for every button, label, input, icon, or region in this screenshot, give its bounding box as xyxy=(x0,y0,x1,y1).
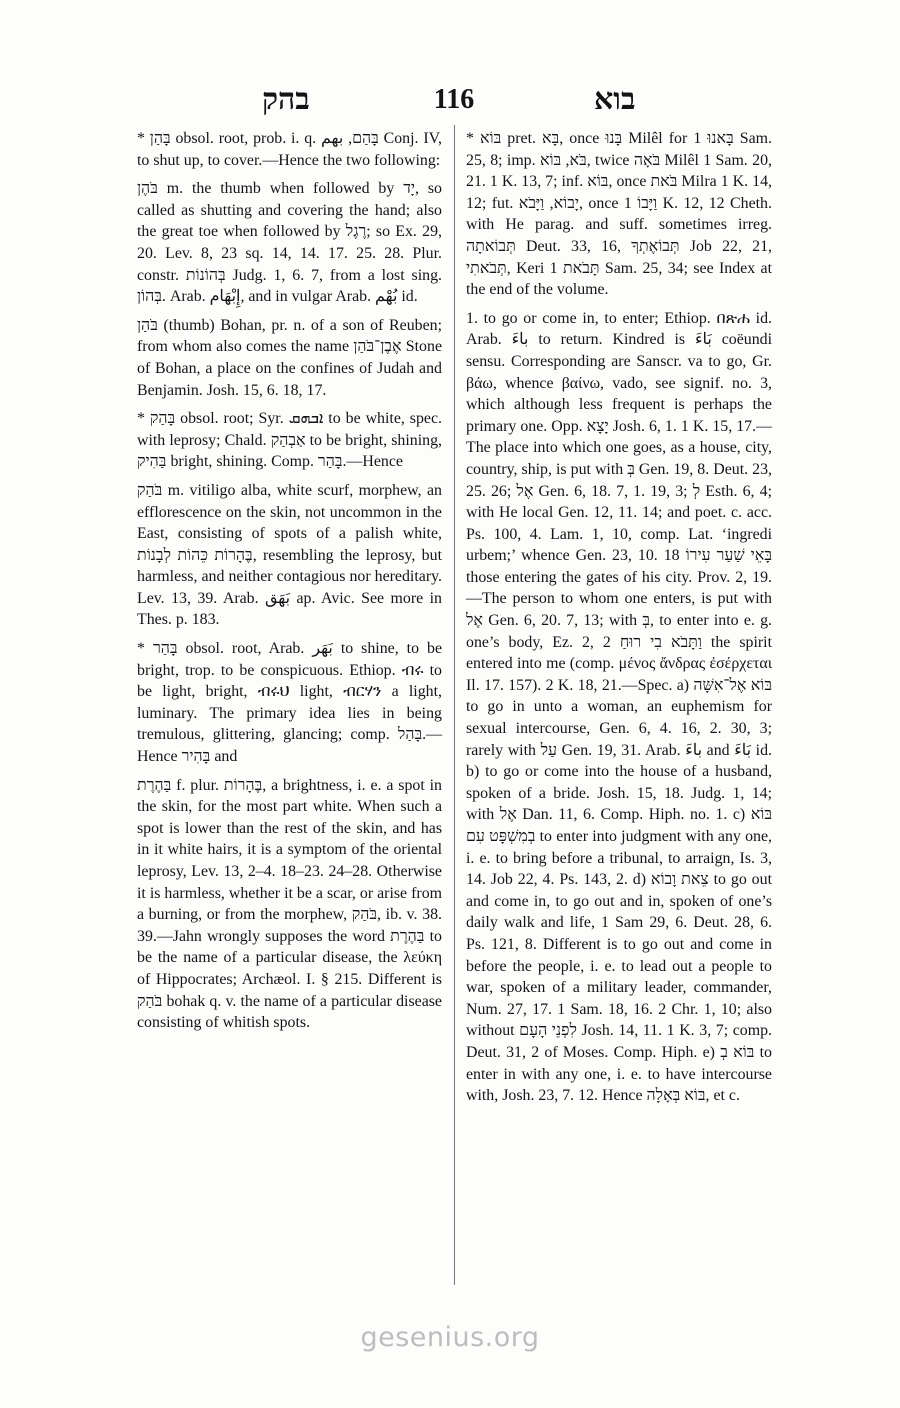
page-header xyxy=(0,82,900,126)
entry-bo-forms: * בּוֹא pret. בָּא, once בָּנוּ Milêl for בָּאנוּ 1 Sam. 25, 8; imp. בֹּא, בּוֹא, twice בֹּאָה Milêl 1 Sam. 20, 21. 1 K. 13, 7; inf. בּוֹא, once בֹּאת Milra 1 K. 14, 12; fut. יָבוֹא, וַיָּבֹא, once וַיָּבוֹ 1 K. 12, 12 Cheth. with He parag. and suff. sometimes irreg. תְּבוֹאתָה Deut. 33, 16, תְּבוֹאֶתְךָ Job 22, 21, תְּבֹאתִי, Keri תָּבֹאת 1 Sam. 25, 34; see Index at the end of the volume. xyxy=(466,130,773,299)
entry-bohan-name: בֹּהַן (thumb) Bohan, pr. n. of a son of Reuben; from whom also comes the name אֶבֶן־בֹּהַן Stone of Bohan, a place on the confines of Judah and Benjamin. Josh. 15, 6. 18, 17. xyxy=(137,316,442,399)
entry-bahan-root: * בָּהַן obsol. root, prob. i. q. בָּהַם, بهم Conj. IV, to shut up, to cover.—Hence the two following: xyxy=(137,130,443,169)
entry-baheret: בַּהֶרֶת f. plur. בֶּהָרוֹת, a brightness, i. e. a spot in the skin, for the most part white. When such a spot is lower than the rest of the skin, and has in it white hairs, it is a symptom of the oriental leprosy, Lev. 13, 2–4. 18–23. 24–28. Otherwise it is harmless, whether it be a scar, or arise from a burning, or from the morphew, בֹּהַק, ib. v. 38. 39.—Jahn wrongly supposes the word בַּהֶרֶת to be the name of a particular disease, the λεύκη of Hippocrates; Archæol. I. § 215. Different is בֹּהַק bohak q. v. the name of a particular disease consisting of whitish spots. xyxy=(137,776,442,1032)
entry-bahar-root: * בָּהַר obsol. root, Arab. بَهَر to shine, to be bright, trop. to be conspicuous. Ethiop. ብሩ to be light, bright, ብሩህ light, ብርሃን a light, luminary. The primary idea lies in being tremulous, glittering, glancing; comp. בָּהַל.—Hence בָּהִיר and xyxy=(137,640,443,766)
entry-bo-sense-1: 1. to go or come in, to enter; Ethiop. በጽሐ id. Arab. باءَ to return. Kindred is بَاءَ coëundi sensu. Corresponding are Sanscr. va to go, Gr. βάω, whence βαίνω, vado, see signif. no. 3, which although less frequent is perhaps the primary one. Opp. יָצָא Josh. 6, 1. 1 K. 15, 17.—The place into which one goes, as a house, city, country, ship, is put with בְּ Gen. 19, 8. Deut. 23, 25. 26; אֶל Gen. 6, 18. 7, 1. 19, 3; לְ Esth. 6, 4; with He local Gen. 12, 11. 14; and poet. c. acc. Ps. 100, 4. Lam. 1, 10, comp. Lat. ‘ingredi urbem;’ whence Gen. 23, 10. 18 בָּאֵי שַׁעַר עִירוֹ those entering the gates of his city. Prov. 2, 19.—The person to whom one enters, is put with אֶל Gen. 6, 20. 7, 13; with בְּ, to enter into e. g. one’s body, Ez. 2, 2 וַתָּבֹא בִי רוּחַ the spirit entered into me (comp. μένος ἄνδρας ἐσέρχεται Il. 17. 157). 2 K. 18, 21.—Spec. a) בּוֹא אֶל־אִשָּׁה to go in unto a woman, an euphemism for sexual intercourse, Gen. 6, 4. 16, 2. 30, 3; rarely with עַל Gen. 19, 31. Arab. باءَ and بَاءَ id. b) to go or come into the house of a husband, spoken of a bride. Josh. 15, 18. Judg. 1, 14; with אֶל Dan. 11, 6. Comp. Hiph. no. 1. c) בּוֹא בְמִשְׁפָּט עִם to enter into judgment with any one, i. e. to bring before a tribunal, to arraign, Is. 3, 14. Job 22, 4. Ps. 143, 2. d) צֵאת וָבוֹא to go out and come in, to go out and in, spoken of one’s daily walk and life, 1 Sam 29, 6. Deut. 28, 6. Ps. 121, 8. Different is to go out and come in before the people, i. e. to lead out a people to war, spoken of a military leader, commander, Num. 27, 17. 1 Sam. 18, 16. 2 Chr. 1, 10; also without לִפְנֵי הָעָם Josh. 14, 11. 1 K. 3, 7; comp. Deut. 31, 2 of Moses. Comp. Hiph. e) בּוֹא בְ to enter in with any one, i. e. to have intercourse with, Josh. 23, 7. 12. Hence בּוֹא בְּאָלָה, et c. xyxy=(466,309,772,1105)
right-running-headword: בוא xyxy=(594,82,636,117)
left-running-headword: בהק xyxy=(262,82,310,117)
entry-bohak: בֹּהַק m. vitiligo alba, white scurf, morphew, an efflorescence on the skin, not uncommon in the East, consisting of spots of a palish white, בֶּהָרוֹת כֵּהוֹת לְבָנוֹת, resembling the leprosy, but harmless, and neither contagious nor hereditary. Lev. 13, 39. Arab. بَهَق ap. Avic. See more in Thes. p. 183. xyxy=(137,481,443,629)
left-column xyxy=(137,128,442,1041)
page-number: 116 xyxy=(433,84,475,115)
column-divider xyxy=(454,125,455,1285)
entry-bahak-root: * בָּהַק obsol. root; Syr. ܐܒܗܩ to be white, spec. with leprosy; Chald. אַבְהַק to be bright, shining, בַּהִיק bright, shining. Comp. בָּהַר.—Hence xyxy=(137,410,443,471)
right-column xyxy=(466,128,772,1114)
entry-bohen-thumb: בֹּהֶן m. the thumb when followed by יָד, so called as shutting and covering the hand; also the great toe when followed by רֶגֶל; so Ex. 29, 20. Lev. 8, 23 sq. 14, 14. 17. 25. 28. Plur. constr. בְּהוֹנוֹת Judg. 1, 6. 7, from a lost sing. בְּהוֹן. Arab. إِبْهَام, and in vulgar Arab. بُهْم id. xyxy=(137,180,443,306)
site-watermark: gesenius.org xyxy=(360,1322,540,1353)
